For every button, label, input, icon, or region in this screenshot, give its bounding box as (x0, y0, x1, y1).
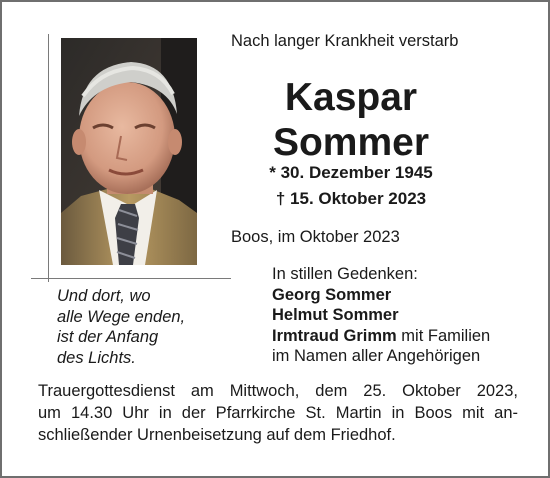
mourners-closing: im Namen aller Angehörigen (272, 347, 481, 365)
mourners-heading: In stillen Gedenken: (272, 265, 418, 283)
mourner-name: Helmut Sommer (272, 306, 399, 324)
quote-line: Und dort, wo (57, 287, 151, 305)
mourner-name: Georg Sommer (272, 285, 392, 304)
quote-line: des Lichts. (57, 348, 136, 367)
place-and-date: Boos, im Oktober 2023 (231, 228, 400, 246)
portrait-photo (61, 38, 197, 265)
intro-text: Nach langer Krankheit verstarb (231, 32, 459, 50)
service-line: schließender Urnenbeisetzung auf dem Friedhof. (38, 426, 396, 444)
quote-line: ist der Anfang (57, 328, 159, 346)
death-date: † 15. Oktober 2023 (275, 189, 427, 208)
cross-horizontal-line (31, 278, 231, 279)
cross-vertical-line (48, 34, 49, 282)
mourners-block (272, 264, 490, 367)
memorial-quote (57, 286, 185, 368)
deceased-last-name: Sommer (272, 121, 430, 164)
quote-line: alle Wege enden, (57, 307, 186, 326)
funeral-service-info (38, 380, 518, 446)
families-suffix: mit Familien (396, 326, 491, 345)
birth-date: * 30. Dezember 1945 (269, 163, 433, 182)
deceased-first-name: Kaspar (284, 76, 418, 119)
service-line: Trauergottesdienst am Mittwoch, dem 25. Oktober 2023, (38, 382, 518, 400)
mourner-name: Irmtraud Grimm (272, 326, 397, 345)
service-line: um 14.30 Uhr in der Pfarrkirche St. Martin in Boos mit an- (38, 404, 518, 422)
